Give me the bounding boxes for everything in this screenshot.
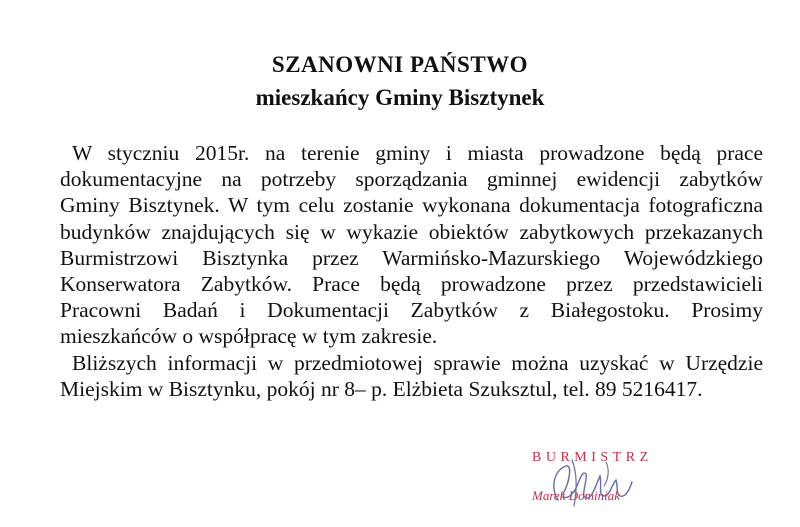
subtitle-heading: mieszkańcy Gminy Bisztynek <box>255 85 545 110</box>
signature-icon <box>520 440 670 520</box>
paragraph-line: Konserwatora Zabytków. Prace będą prowadzone przez przedstawicieli <box>60 272 763 297</box>
paragraph-line: W styczniu 2015r. na terenie gminy i miasta prowadzone będą prace <box>72 141 763 165</box>
stamp-name: Marek Dominiak <box>532 488 620 503</box>
paragraph-line: Pracowni Badań i Dokumentacji Zabytków z Białegostoku. Prosimy <box>60 298 763 323</box>
paragraph-line: budynków znajdujących się w wykazie obiektów zabytkowych przekazanych <box>60 219 763 244</box>
paragraph-line: dokumentacyjne na potrzeby sporządzania gminnej ewidencji zabytków <box>60 167 763 192</box>
paragraph-contact <box>60 350 763 402</box>
paragraph-line: Miejskim w Bisztynku, pokój nr 8– p. Elżbieta Szuksztul, tel. 89 5216417. <box>60 377 703 402</box>
mayor-stamp <box>520 440 670 520</box>
paragraph-line: Burmistrzowi Bisztynka przez Warmińsko-Mazurskiego Wojewódzkiego <box>60 245 763 270</box>
stamp-title: BURMISTRZ <box>532 450 653 465</box>
title-heading: SZANOWNI PAŃSTWO <box>271 52 529 77</box>
paragraph-info <box>60 140 763 350</box>
paragraph-line: Gminy Bisztynek. W tym celu zostanie wykonana dokumentacja fotograficzna <box>60 193 763 218</box>
paragraph-line: mieszkańców o współpracę w tym zakresie. <box>60 324 438 349</box>
paragraph-line: Bliższych informacji w przedmiotowej sprawie można uzyskać w Urzędzie <box>72 351 763 375</box>
